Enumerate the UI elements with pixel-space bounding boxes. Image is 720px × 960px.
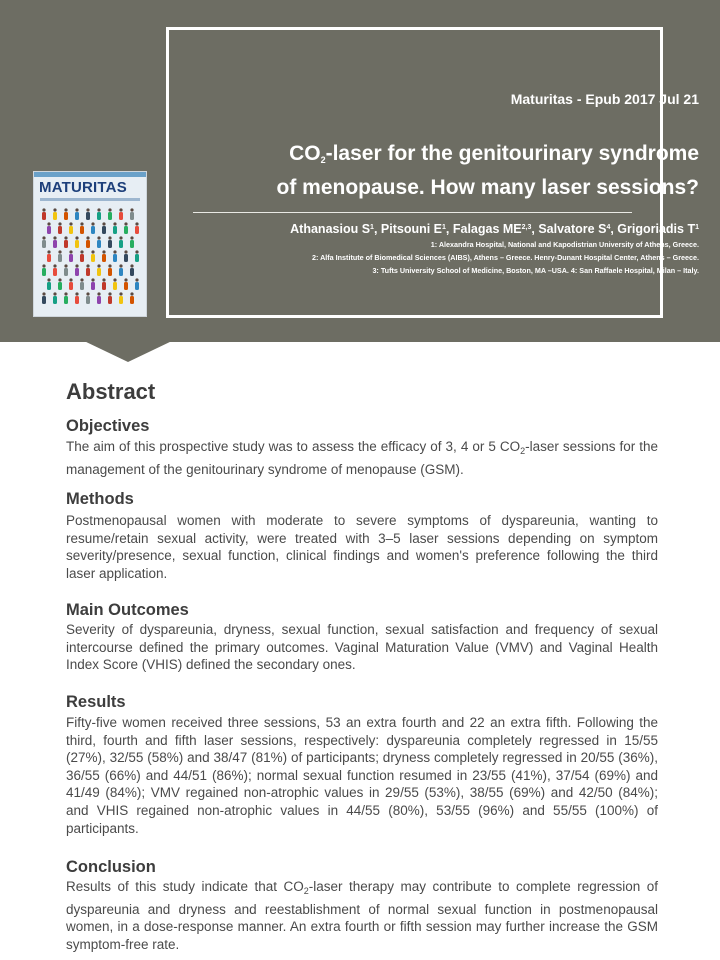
cover-figure-head	[97, 236, 100, 239]
cover-figure-head	[102, 250, 105, 253]
journal-cover-image	[33, 171, 147, 317]
abstract-heading: Abstract	[66, 379, 156, 404]
cover-figure-head	[108, 236, 111, 239]
cover-figure-head	[75, 264, 78, 267]
cover-figure-body	[42, 268, 46, 276]
cover-figure-body	[119, 296, 123, 304]
cover-figure-body	[86, 240, 90, 248]
cover-figure-head	[53, 292, 56, 295]
cover-figure-head	[130, 208, 133, 211]
objectives-heading: Objectives	[66, 417, 150, 435]
cover-figure-head	[47, 222, 50, 225]
cover-figure-body	[53, 296, 57, 304]
cover-figure-body	[130, 268, 134, 276]
cover-figure-head	[47, 278, 50, 281]
affiliation-line: 3: Tufts University School of Medicine, Boston, MA –USA. 4: San Raffaele Hospital, Milan – Italy.	[372, 266, 699, 275]
cover-figure-body	[75, 268, 79, 276]
cover-figure-head	[119, 236, 122, 239]
cover-figure-head	[119, 264, 122, 267]
cover-figure-head	[42, 236, 45, 239]
conclusion-heading: Conclusion	[66, 858, 156, 876]
cover-figure-body	[64, 240, 68, 248]
author-affiliation-mark: 1	[370, 224, 374, 231]
cover-figure-body	[97, 296, 101, 304]
cover-figure-body	[86, 296, 90, 304]
cover-figure-head	[69, 250, 72, 253]
cover-figure-body	[75, 296, 79, 304]
cover-figure-head	[42, 292, 45, 295]
results-text: Fifty-five women received three sessions, 53 an extra fourth and 22 an extra fifth. Following the third, fourth and fifth laser sessions, respectively: dyspareunia completely regressed in 15/55 (27%), 32/55 (58%) and 38/47 (81%) of participants; dryness completely regressed in 20/55 (36%), 36/55 (66%) and 44/51 (86%); normal sexual function resumed in 23/55 (41%), 37/54 (69%) and 41/49 (84%); VMV regained non-atrophic values in 29/55 (53%), 38/55 (69%) and 42/50 (84%); and VHIS regained non-atrophic values in 44/55 (80%), 53/55 (96%) and 55/55 (100%) of participants.	[66, 715, 658, 836]
cover-figure-body	[53, 268, 57, 276]
cover-figure-head	[108, 292, 111, 295]
cover-top-stripe	[34, 172, 146, 177]
cover-figure-body	[80, 282, 84, 290]
cover-figure-head	[53, 208, 56, 211]
cover-figure-head	[69, 278, 72, 281]
cover-figure-body	[86, 212, 90, 220]
author: Pitsouni E	[380, 222, 443, 236]
cover-figure-head	[86, 292, 89, 295]
cover-figure-body	[75, 212, 79, 220]
cover-figure-head	[58, 222, 61, 225]
cover-figure-head	[135, 250, 138, 253]
cover-figure-body	[58, 254, 62, 262]
cover-figure-head	[119, 292, 122, 295]
cover-figure-body	[58, 226, 62, 234]
cover-figure-body	[64, 296, 68, 304]
author-affiliation-mark: 4	[606, 224, 611, 231]
cover-figure-body	[135, 282, 139, 290]
cover-figure-body	[130, 240, 134, 248]
main-outcomes-heading: Main Outcomes	[66, 601, 189, 619]
results-heading: Results	[66, 693, 126, 711]
cover-figure-body	[86, 268, 90, 276]
cover-subtitle-bar	[40, 198, 140, 201]
author: Falagas ME	[452, 222, 522, 236]
cover-figure-body	[124, 226, 128, 234]
conclusion-text-start: Results of this study indicate that CO	[66, 879, 304, 894]
article-title	[229, 140, 699, 202]
cover-figure-body	[80, 226, 84, 234]
cover-figure-head	[42, 264, 45, 267]
author: Athanasiou S	[290, 222, 371, 236]
affiliation-line: 2: Alfa Institute of Biomedical Sciences (AIBS), Athens – Greece. Henry-Dunant Hospital Center, Athens – Greece.	[311, 253, 699, 262]
cover-figure-head	[124, 222, 127, 225]
cover-figure-head	[119, 208, 122, 211]
title-line1-rest: -laser for the genitourinary syndrome	[325, 142, 699, 165]
cover-figure-body	[53, 240, 57, 248]
cover-figure-head	[91, 250, 94, 253]
cover-figure-head	[102, 222, 105, 225]
cover-figure-body	[124, 282, 128, 290]
cover-figure-body	[69, 226, 73, 234]
cover-figure-head	[53, 236, 56, 239]
cover-figure-head	[124, 278, 127, 281]
cover-figure-body	[47, 226, 51, 234]
cover-figure-head	[113, 278, 116, 281]
cover-figure-head	[75, 236, 78, 239]
cover-people-illustration	[38, 204, 142, 312]
cover-figure-body	[42, 296, 46, 304]
cover-figure-body	[135, 226, 139, 234]
methods-text: Postmenopausal women with moderate to severe symptoms of dyspareunia, wanting to resume/retain sexual activity, were treated with 3–5 laser sessions depending on symptom severity/presence, sexual function, clinical findings and women's preference following the third laser application.	[66, 513, 658, 581]
journal-citation: Maturitas - Epub 2017 Jul 21	[510, 91, 699, 107]
author: Grigoriadis T	[617, 222, 696, 236]
title-line2: of menopause. How many laser sessions?	[276, 176, 699, 199]
cover-figure-body	[47, 282, 51, 290]
cover-figure-body	[102, 226, 106, 234]
author-affiliation-mark: 1	[695, 224, 699, 231]
cover-figure-body	[113, 254, 117, 262]
cover-journal-name: MATURITAS	[39, 179, 127, 196]
author-affiliation-mark: 1	[442, 224, 446, 231]
cover-figure-body	[113, 282, 117, 290]
affiliation-line: 1: Alexandra Hospital, National and Kapodistrian University of Athens, Greece.	[430, 240, 699, 249]
cover-figure-body	[108, 240, 112, 248]
cover-figure-head	[64, 292, 67, 295]
cover-figure-body	[119, 240, 123, 248]
cover-figure-head	[91, 222, 94, 225]
cover-figure-body	[102, 254, 106, 262]
cover-figure-head	[108, 264, 111, 267]
cover-figure-body	[42, 240, 46, 248]
cover-figure-body	[108, 296, 112, 304]
cover-figure-head	[80, 222, 83, 225]
cover-figure-body	[102, 282, 106, 290]
cover-figure-body	[108, 212, 112, 220]
cover-figure-head	[97, 264, 100, 267]
cover-figure-body	[97, 240, 101, 248]
cover-figure-head	[58, 250, 61, 253]
cover-figure-head	[113, 222, 116, 225]
cover-figure-body	[64, 268, 68, 276]
cover-figure-head	[124, 250, 127, 253]
cover-figure-head	[108, 208, 111, 211]
cover-figure-head	[102, 278, 105, 281]
title-co: CO	[289, 142, 321, 165]
cover-figure-body	[135, 254, 139, 262]
cover-figure-head	[64, 236, 67, 239]
cover-figure-head	[91, 278, 94, 281]
cover-figure-head	[97, 292, 100, 295]
cover-figure-head	[53, 264, 56, 267]
cover-figure-body	[69, 282, 73, 290]
author: Salvatore S	[538, 222, 607, 236]
conclusion-text	[66, 878, 658, 953]
banner-pointer	[82, 340, 174, 362]
cover-figure-body	[130, 212, 134, 220]
cover-figure-body	[130, 296, 134, 304]
cover-figure-head	[42, 208, 45, 211]
cover-figure-body	[119, 268, 123, 276]
cover-figure-head	[75, 208, 78, 211]
cover-figure-head	[135, 278, 138, 281]
cover-figure-head	[64, 264, 67, 267]
cover-figure-body	[91, 226, 95, 234]
cover-figure-body	[69, 254, 73, 262]
cover-figure-head	[80, 250, 83, 253]
cover-figure-head	[64, 208, 67, 211]
cover-figure-head	[58, 278, 61, 281]
cover-figure-head	[86, 236, 89, 239]
cover-figure-body	[75, 240, 79, 248]
cover-figure-body	[119, 212, 123, 220]
cover-figure-body	[97, 212, 101, 220]
cover-figure-body	[47, 254, 51, 262]
cover-figure-head	[130, 264, 133, 267]
cover-figure-body	[108, 268, 112, 276]
cover-figure-head	[135, 222, 138, 225]
objectives-text-end: -laser sessions for the management of the genitourinary syndrome of menopause (GSM).	[66, 439, 658, 477]
author-affiliation-mark: 2,3	[521, 224, 532, 231]
cover-figure-head	[75, 292, 78, 295]
title-divider	[193, 212, 632, 213]
cover-figure-head	[130, 236, 133, 239]
cover-figure-body	[64, 212, 68, 220]
cover-figure-head	[113, 250, 116, 253]
cover-figure-body	[80, 254, 84, 262]
cover-figure-body	[124, 254, 128, 262]
cover-figure-body	[113, 226, 117, 234]
objectives-subscript: 2	[520, 446, 526, 456]
cover-figure-body	[42, 212, 46, 220]
objectives-text-start: The aim of this prospective study was to assess the efficacy of 3, 4 or 5 CO	[66, 439, 521, 454]
cover-figure-head	[97, 208, 100, 211]
conclusion-subscript: 2	[303, 886, 309, 896]
title-subscript: 2	[320, 155, 326, 165]
cover-figure-head	[80, 278, 83, 281]
cover-figure-head	[86, 264, 89, 267]
objectives-text	[66, 438, 658, 478]
cover-figure-head	[86, 208, 89, 211]
main-outcomes-text: Severity of dyspareunia, dryness, sexual function, sexual satisfaction and frequency of sexual intercourse defined the primary outcomes. Vaginal Maturation Value (VMV) and Vaginal Health Index Score (VHIS) defined the secondary ones.	[66, 622, 658, 673]
cover-figure-body	[58, 282, 62, 290]
cover-figure-body	[91, 282, 95, 290]
cover-figure-head	[47, 250, 50, 253]
cover-figure-body	[53, 212, 57, 220]
cover-figure-head	[69, 222, 72, 225]
cover-figure-body	[91, 254, 95, 262]
cover-figure-head	[130, 292, 133, 295]
conclusion-text-end: -laser therapy may contribute to complete regression of dyspareunia and dryness and reestablishment of normal sexual function in postmenopausal women, in a dose-response manner. An extra fourth or fifth session may further increase the GSM symptom-free rate.	[66, 879, 658, 952]
author-list: Athanasiou $S^1$, Pitsouni $E^1$, Falagas ME$^{2,3}$, Salvatore $S^4$, Grigoriadis $T^1$	[290, 222, 699, 236]
cover-figure-body	[97, 268, 101, 276]
methods-heading: Methods	[66, 490, 134, 508]
